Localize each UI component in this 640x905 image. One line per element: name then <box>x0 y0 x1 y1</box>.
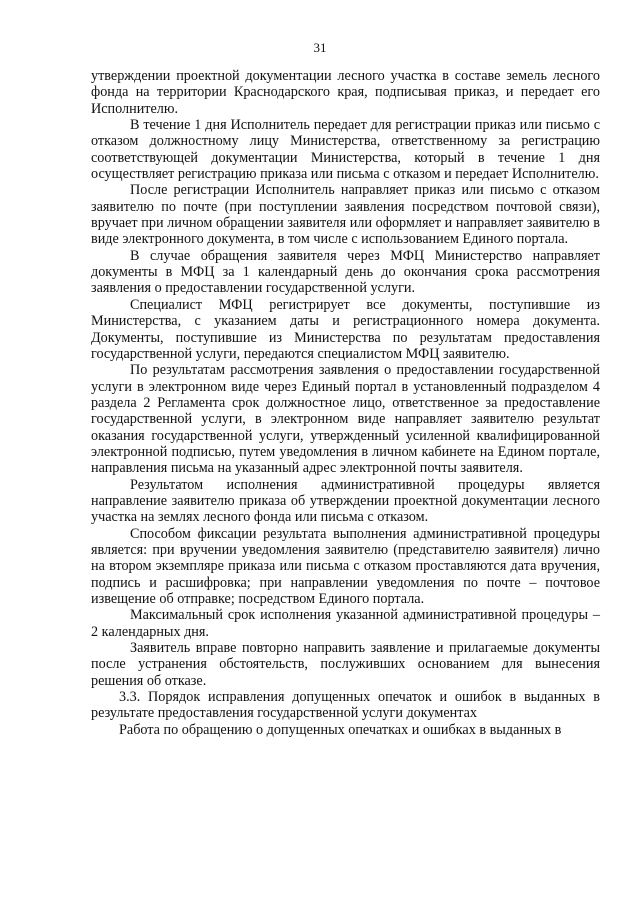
paragraph: В течение 1 дня Исполнитель передает для регистрации приказ или письмо с отказом должностному лицу Министерства, ответственному за регистрацию соответствующей документации Министерства, который в течение 1 дня осуществляет регистрацию приказа или письма с отказом и передает Исполнителю. <box>91 117 600 183</box>
paragraph: По результатам рассмотрения заявления о предоставлении государственной услуги в электронном виде через Единый портал в установленный подразделом 4 раздела 2 Регламента срок должностное лицо, ответственное за предоставление государственной услуги, в электронном виде направляет заявителю результат оказания государственной услуги, утвержденный усиленной квалифицированной электронной подписью, путем уведомления в личном кабинете на Едином портале, направления письма на указанный адрес электронной почты заявителя. <box>91 362 600 477</box>
paragraph: Максимальный срок исполнения указанной административной процедуры – 2 календарных дня. <box>91 607 600 640</box>
paragraph: Способом фиксации результата выполнения административной процедуры является: при вручении уведомления заявителю (представителю заявителя) лично на втором экземпляре приказа или письма с отказом проставляются дата вручения, подпись и расшифровка; при направлении уведомления по почте – почтовое извещение об отправке; посредством Единого портала. <box>91 525 600 607</box>
paragraph: Заявитель вправе повторно направить заявление и прилагаемые документы после устранения обстоятельств, послуживших основанием для вынесения решения об отказе. <box>91 640 600 689</box>
document-body <box>91 68 600 738</box>
page-number: 31 <box>313 40 327 55</box>
paragraph: В случае обращения заявителя через МФЦ Министерство направляет документы в МФЦ за 1 календарный день до окончания срока рассмотрения заявления о предоставлении государственной услуги. <box>91 247 600 297</box>
paragraph: После регистрации Исполнитель направляет приказ или письмо с отказом заявителю по почте (при поступлении заявления посредством почтовой связи), вручает при личном обращении заявителя или оформляет и направляет заявителю в виде электронного документа, в том числе с использованием Единого портала. <box>91 182 600 248</box>
paragraph: Специалист МФЦ регистрирует все документы, поступившие из Министерства, с указанием даты и регистрационного номера документа. Документы, поступившие из Министерства по результатам предоставления государственной услуги, передаются специалистом МФЦ заявителю. <box>91 296 600 362</box>
paragraph: Результатом исполнения административной процедуры является направление заявителю приказа об утверждении проектной документации лесного участка на землях лесного фонда или письма с отказом. <box>91 476 600 526</box>
section-heading: 3.3. Порядок исправления допущенных опечаток и ошибок в выданных в результате предоставления государственной услуги документах <box>91 689 600 722</box>
paragraph: утверждении проектной документации лесного участка в составе земель лесного фонда на территории Краснодарского края, подписывая приказ, и передает его Исполнителю. <box>91 68 600 117</box>
paragraph: Работа по обращению о допущенных опечатках и ошибках в выданных в <box>119 721 562 738</box>
